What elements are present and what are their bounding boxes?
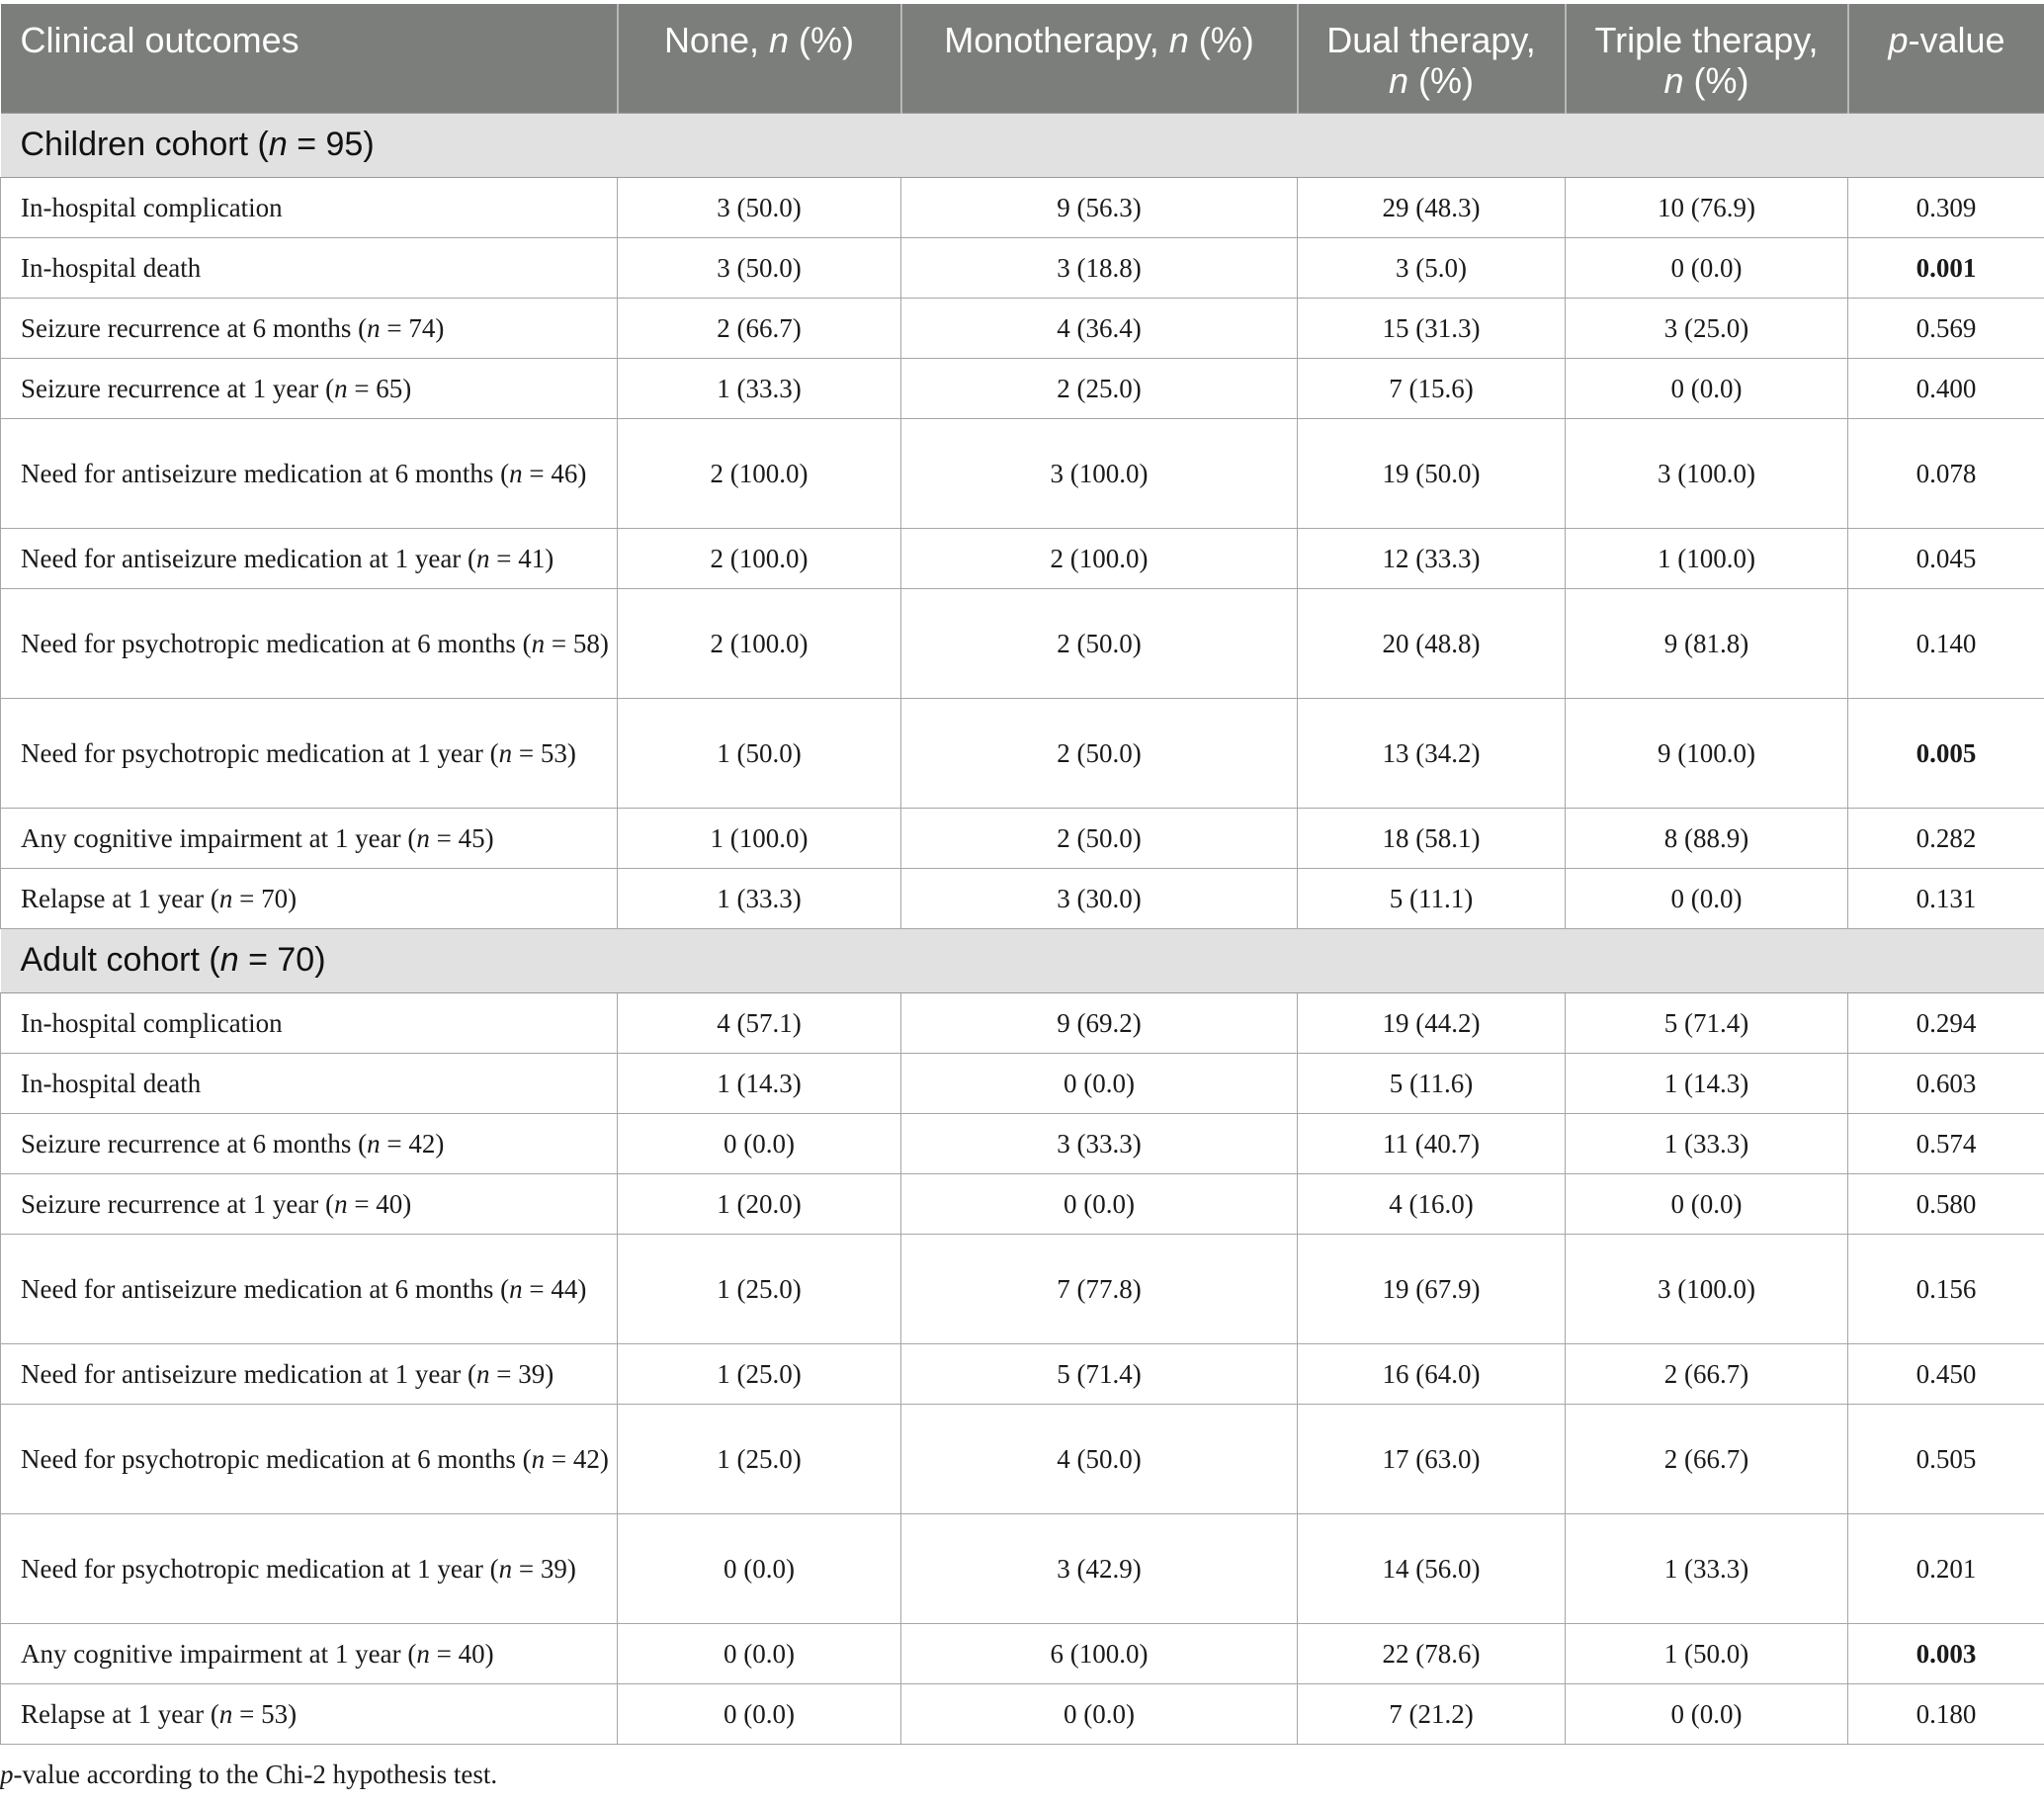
n-symbol: n <box>218 1698 233 1729</box>
outcome-label: Need for antiseizure medication at 1 year <box>21 1358 462 1389</box>
outcome-label: Need for psychotropic medication at 6 months <box>21 628 516 658</box>
n-symbol: n <box>498 1553 513 1584</box>
table-row <box>1 1173 2044 1234</box>
table-row <box>1 1683 2044 1744</box>
col-monotherapy-cell: 6 (100.0) <box>901 1623 1298 1683</box>
col-triple-therapy-cell: 5 (71.4) <box>1566 992 1848 1053</box>
col-p-value-cell: 0.001 <box>1848 237 2044 298</box>
outcome-label: Any cognitive impairment at 1 year <box>21 1638 401 1669</box>
col-monotherapy-cell: 9 (69.2) <box>901 992 1298 1053</box>
col-triple-therapy-cell: 2 (66.7) <box>1566 1343 1848 1404</box>
col-none-cell: 4 (57.1) <box>618 992 901 1053</box>
col-p-value-cell: 0.078 <box>1848 418 2044 528</box>
col-dual-therapy-cell: 12 (33.3) <box>1298 528 1566 588</box>
outcome-label: Need for psychotropic medication at 6 months <box>21 1443 516 1474</box>
outcome-label-cell: Need for antiseizure medication at 1 year (n = 41) <box>1 528 618 588</box>
n-symbol: n <box>476 543 490 573</box>
col-p-value-cell: 0.003 <box>1848 1623 2044 1683</box>
col-p-value-cell: 0.140 <box>1848 588 2044 698</box>
col-monotherapy-cell: 7 (77.8) <box>901 1234 1298 1343</box>
n-symbol: n <box>218 883 233 913</box>
col-dual-therapy-cell: 16 (64.0) <box>1298 1343 1566 1404</box>
col-monotherapy-cell: 2 (50.0) <box>901 588 1298 698</box>
outcome-label: In-hospital death <box>21 1068 202 1098</box>
outcome-label-cell: Need for psychotropic medication at 6 months (n = 42) <box>1 1404 618 1513</box>
sample-size: 45 <box>458 822 485 853</box>
col-none-cell: 0 (0.0) <box>618 1113 901 1173</box>
cohort-title-part: Adult cohort ( <box>20 941 220 979</box>
col-monotherapy-cell: 3 (18.8) <box>901 237 1298 298</box>
outcome-label-cell: Need for psychotropic medication at 6 months (n = 58) <box>1 588 618 698</box>
outcome-label: Relapse at 1 year <box>21 1698 205 1729</box>
header-text: None, <box>663 20 770 60</box>
col-p-value-cell: 0.574 <box>1848 1113 2044 1173</box>
col-dual-therapy-cell: 19 (67.9) <box>1298 1234 1566 1343</box>
col-none-cell: 0 (0.0) <box>618 1623 901 1683</box>
table-row <box>1 1234 2044 1343</box>
col-triple-therapy-cell: 9 (100.0) <box>1566 698 1848 808</box>
col-monotherapy-header <box>901 4 1298 113</box>
col-triple-therapy-cell: 1 (33.3) <box>1566 1513 1848 1623</box>
outcome-label-cell: Need for antiseizure medication at 6 months (n = 46) <box>1 418 618 528</box>
outcome-label: Seizure recurrence at 6 months <box>21 1128 352 1159</box>
table-row <box>1 992 2044 1053</box>
table-row <box>1 1053 2044 1113</box>
header-text: Triple therapy, <box>1594 20 1819 60</box>
col-dual-therapy-cell: 5 (11.1) <box>1298 868 1566 928</box>
col-triple-therapy-cell: 0 (0.0) <box>1566 237 1848 298</box>
col-triple-therapy-cell: 3 (100.0) <box>1566 418 1848 528</box>
sample-size: 58 <box>572 628 600 658</box>
col-p-value-cell: 0.400 <box>1848 358 2044 418</box>
sample-size: 53 <box>261 1698 289 1729</box>
table-row <box>1 808 2044 868</box>
col-p-value-cell: 0.282 <box>1848 808 2044 868</box>
col-monotherapy-cell: 9 (56.3) <box>901 177 1298 237</box>
col-triple-therapy-cell: 0 (0.0) <box>1566 1683 1848 1744</box>
sample-size: 65 <box>376 373 403 403</box>
col-dual-therapy-cell: 13 (34.2) <box>1298 698 1566 808</box>
table-body <box>1 113 2044 1744</box>
header-text: Monotherapy, <box>944 20 1169 60</box>
col-p-value-cell: 0.156 <box>1848 1234 2044 1343</box>
footnote-p-symbol: p <box>0 1760 14 1789</box>
sample-size: 74 <box>408 312 436 343</box>
col-monotherapy-cell: 3 (42.9) <box>901 1513 1298 1623</box>
outcome-label: Seizure recurrence at 1 year <box>21 1188 319 1219</box>
col-triple-therapy-cell: 1 (14.3) <box>1566 1053 1848 1113</box>
col-none-cell: 3 (50.0) <box>618 177 901 237</box>
table-row <box>1 868 2044 928</box>
col-monotherapy-cell: 2 (100.0) <box>901 528 1298 588</box>
col-monotherapy-cell: 0 (0.0) <box>901 1683 1298 1744</box>
col-triple-therapy-cell: 2 (66.7) <box>1566 1404 1848 1513</box>
col-p-value-cell: 0.309 <box>1848 177 2044 237</box>
table-row <box>1 1513 2044 1623</box>
header-italic-symbol: p <box>1888 20 1909 60</box>
outcomes-table <box>0 4 2044 1745</box>
col-monotherapy-cell: 0 (0.0) <box>901 1173 1298 1234</box>
col-triple-therapy-cell: 1 (50.0) <box>1566 1623 1848 1683</box>
col-none-cell: 1 (33.3) <box>618 868 901 928</box>
outcome-label-cell <box>1 992 618 1053</box>
header-text-suffix: -value <box>1908 20 2005 60</box>
col-none-cell: 1 (25.0) <box>618 1234 901 1343</box>
table-header-row <box>1 4 2044 113</box>
n-symbol: n <box>367 1128 381 1159</box>
col-dual-therapy-cell: 5 (11.6) <box>1298 1053 1566 1113</box>
col-dual-therapy-cell: 19 (44.2) <box>1298 992 1566 1053</box>
outcome-label: Need for antiseizure medication at 1 year <box>21 543 462 573</box>
outcome-label: Need for antiseizure medication at 6 months <box>21 1273 494 1304</box>
col-p-value-cell: 0.045 <box>1848 528 2044 588</box>
outcome-label-cell: Any cognitive impairment at 1 year (n = 40) <box>1 1623 618 1683</box>
col-none-cell: 2 (66.7) <box>618 298 901 358</box>
col-dual-therapy-cell: 3 (5.0) <box>1298 237 1566 298</box>
cohort-title-part: = 70) <box>238 941 326 979</box>
table-row <box>1 588 2044 698</box>
col-monotherapy-cell: 4 (36.4) <box>901 298 1298 358</box>
col-triple-therapy-cell: 10 (76.9) <box>1566 177 1848 237</box>
col-monotherapy-cell: 5 (71.4) <box>901 1343 1298 1404</box>
outcome-label-cell <box>1 237 618 298</box>
header-text: Clinical outcomes <box>20 20 299 60</box>
col-dual-therapy-cell: 4 (16.0) <box>1298 1173 1566 1234</box>
sample-size: 42 <box>572 1443 600 1474</box>
outcome-label: Seizure recurrence at 1 year <box>21 373 319 403</box>
outcome-label-cell <box>1 177 618 237</box>
outcome-label-cell: Need for psychotropic medication at 1 year (n = 53) <box>1 698 618 808</box>
col-dual-therapy-header <box>1298 4 1566 113</box>
n-symbol: n <box>498 737 513 768</box>
n-symbol: n <box>334 1188 348 1219</box>
sample-size: 39 <box>518 1358 546 1389</box>
col-p-value-cell: 0.131 <box>1848 868 2044 928</box>
table-row <box>1 1113 2044 1173</box>
table-row <box>1 1343 2044 1404</box>
cohort-title-part: n <box>268 126 288 163</box>
col-dual-therapy-cell: 7 (15.6) <box>1298 358 1566 418</box>
n-symbol: n <box>476 1358 490 1389</box>
table-row <box>1 698 2044 808</box>
col-monotherapy-cell: 2 (25.0) <box>901 358 1298 418</box>
col-triple-therapy-cell: 8 (88.9) <box>1566 808 1848 868</box>
outcome-label-cell <box>1 1053 618 1113</box>
col-monotherapy-cell: 2 (50.0) <box>901 698 1298 808</box>
header-text-suffix: (%) <box>1683 60 1749 101</box>
col-p-value-cell: 0.201 <box>1848 1513 2044 1623</box>
n-symbol: n <box>509 458 523 488</box>
col-dual-therapy-cell: 20 (48.8) <box>1298 588 1566 698</box>
outcome-label-cell: Any cognitive impairment at 1 year (n = 45) <box>1 808 618 868</box>
col-triple-therapy-cell: 0 (0.0) <box>1566 868 1848 928</box>
table-row <box>1 177 2044 237</box>
table-footnote <box>0 1760 497 1790</box>
n-symbol: n <box>416 1638 430 1669</box>
sample-size: 44 <box>551 1273 578 1304</box>
outcome-label-cell: Seizure recurrence at 6 months (n = 74) <box>1 298 618 358</box>
cohort-title <box>1 113 2044 177</box>
outcome-label-cell: Seizure recurrence at 6 months (n = 42) <box>1 1113 618 1173</box>
sample-size: 42 <box>408 1128 436 1159</box>
cohort-title-part: = 95) <box>287 126 375 163</box>
sample-size: 40 <box>376 1188 403 1219</box>
col-monotherapy-cell: 3 (100.0) <box>901 418 1298 528</box>
header-italic-symbol: n <box>1388 60 1409 101</box>
col-monotherapy-cell: 2 (50.0) <box>901 808 1298 868</box>
col-none-cell: 1 (100.0) <box>618 808 901 868</box>
col-dual-therapy-cell: 15 (31.3) <box>1298 298 1566 358</box>
col-none-cell: 1 (25.0) <box>618 1404 901 1513</box>
table-row <box>1 528 2044 588</box>
outcome-label: In-hospital complication <box>21 1007 283 1038</box>
outcome-label: In-hospital complication <box>21 192 283 222</box>
n-symbol: n <box>531 1443 546 1474</box>
col-dual-therapy-cell: 14 (56.0) <box>1298 1513 1566 1623</box>
col-p-value-header <box>1848 4 2044 113</box>
table-row <box>1 237 2044 298</box>
outcome-label: Any cognitive impairment at 1 year <box>21 822 401 853</box>
outcome-label: In-hospital death <box>21 252 202 283</box>
col-none-cell: 0 (0.0) <box>618 1683 901 1744</box>
outcome-label: Seizure recurrence at 6 months <box>21 312 352 343</box>
col-dual-therapy-cell: 18 (58.1) <box>1298 808 1566 868</box>
col-p-value-cell: 0.603 <box>1848 1053 2044 1113</box>
col-none-cell: 1 (33.3) <box>618 358 901 418</box>
outcome-label-cell: Relapse at 1 year (n = 70) <box>1 868 618 928</box>
sample-size: 40 <box>458 1638 485 1669</box>
col-p-value-cell: 0.569 <box>1848 298 2044 358</box>
cohort-section-header <box>1 928 2044 992</box>
outcome-label-cell: Need for antiseizure medication at 6 months (n = 44) <box>1 1234 618 1343</box>
col-triple-therapy-cell: 9 (81.8) <box>1566 588 1848 698</box>
header-text-suffix: (%) <box>1408 60 1475 101</box>
header-italic-symbol: n <box>1168 20 1189 60</box>
sample-size: 46 <box>551 458 578 488</box>
col-none-cell: 3 (50.0) <box>618 237 901 298</box>
table-row <box>1 1623 2044 1683</box>
col-triple-therapy-cell: 0 (0.0) <box>1566 358 1848 418</box>
table-row <box>1 418 2044 528</box>
table-row <box>1 298 2044 358</box>
cohort-title-part: Children cohort ( <box>20 126 269 163</box>
outcome-label: Relapse at 1 year <box>21 883 205 913</box>
header-text: Dual therapy, <box>1326 20 1536 60</box>
col-dual-therapy-cell: 22 (78.6) <box>1298 1623 1566 1683</box>
col-dual-therapy-cell: 7 (21.2) <box>1298 1683 1566 1744</box>
col-p-value-cell: 0.005 <box>1848 698 2044 808</box>
col-p-value-cell: 0.505 <box>1848 1404 2044 1513</box>
col-triple-therapy-cell: 1 (100.0) <box>1566 528 1848 588</box>
outcome-label-cell: Need for psychotropic medication at 1 year (n = 39) <box>1 1513 618 1623</box>
col-p-value-cell: 0.180 <box>1848 1683 2044 1744</box>
col-dual-therapy-cell: 29 (48.3) <box>1298 177 1566 237</box>
col-triple-therapy-cell: 3 (25.0) <box>1566 298 1848 358</box>
table-row <box>1 358 2044 418</box>
header-italic-symbol: n <box>1663 60 1684 101</box>
table-row <box>1 1404 2044 1513</box>
n-symbol: n <box>509 1273 523 1304</box>
outcome-label-cell: Seizure recurrence at 1 year (n = 40) <box>1 1173 618 1234</box>
cohort-section-header <box>1 113 2044 177</box>
col-p-value-cell: 0.294 <box>1848 992 2044 1053</box>
n-symbol: n <box>367 312 381 343</box>
n-symbol: n <box>416 822 430 853</box>
n-symbol: n <box>531 628 546 658</box>
outcome-label-cell: Relapse at 1 year (n = 53) <box>1 1683 618 1744</box>
col-dual-therapy-cell: 19 (50.0) <box>1298 418 1566 528</box>
col-none-cell: 2 (100.0) <box>618 528 901 588</box>
header-text-suffix: (%) <box>1188 20 1254 60</box>
col-none-cell: 2 (100.0) <box>618 418 901 528</box>
sample-size: 41 <box>518 543 546 573</box>
col-none-cell: 1 (20.0) <box>618 1173 901 1234</box>
col-monotherapy-cell: 3 (33.3) <box>901 1113 1298 1173</box>
outcome-label: Need for antiseizure medication at 6 months <box>21 458 494 488</box>
outcome-label: Need for psychotropic medication at 1 year <box>21 737 483 768</box>
n-symbol: n <box>334 373 348 403</box>
col-triple-therapy-cell: 1 (33.3) <box>1566 1113 1848 1173</box>
col-none-cell: 2 (100.0) <box>618 588 901 698</box>
col-dual-therapy-cell: 11 (40.7) <box>1298 1113 1566 1173</box>
col-p-value-cell: 0.450 <box>1848 1343 2044 1404</box>
cohort-title <box>1 928 2044 992</box>
col-p-value-cell: 0.580 <box>1848 1173 2044 1234</box>
col-none-cell: 0 (0.0) <box>618 1513 901 1623</box>
col-none-cell: 1 (25.0) <box>618 1343 901 1404</box>
outcome-label-cell: Need for antiseizure medication at 1 year (n = 39) <box>1 1343 618 1404</box>
col-none-cell: 1 (14.3) <box>618 1053 901 1113</box>
col-clinical-outcomes-header <box>1 4 618 113</box>
footnote-text: -value according to the Chi-2 hypothesis test. <box>13 1760 498 1789</box>
sample-size: 39 <box>540 1553 567 1584</box>
sample-size: 70 <box>261 883 289 913</box>
col-monotherapy-cell: 3 (30.0) <box>901 868 1298 928</box>
col-none-header <box>618 4 901 113</box>
col-none-cell: 1 (50.0) <box>618 698 901 808</box>
col-triple-therapy-header <box>1566 4 1848 113</box>
header-italic-symbol: n <box>769 20 790 60</box>
outcome-label: Need for psychotropic medication at 1 year <box>21 1553 483 1584</box>
sample-size: 53 <box>540 737 567 768</box>
col-dual-therapy-cell: 17 (63.0) <box>1298 1404 1566 1513</box>
col-monotherapy-cell: 0 (0.0) <box>901 1053 1298 1113</box>
col-triple-therapy-cell: 3 (100.0) <box>1566 1234 1848 1343</box>
header-text-suffix: (%) <box>789 20 855 60</box>
outcome-label-cell: Seizure recurrence at 1 year (n = 65) <box>1 358 618 418</box>
cohort-title-part: n <box>219 941 239 979</box>
col-triple-therapy-cell: 0 (0.0) <box>1566 1173 1848 1234</box>
col-monotherapy-cell: 4 (50.0) <box>901 1404 1298 1513</box>
